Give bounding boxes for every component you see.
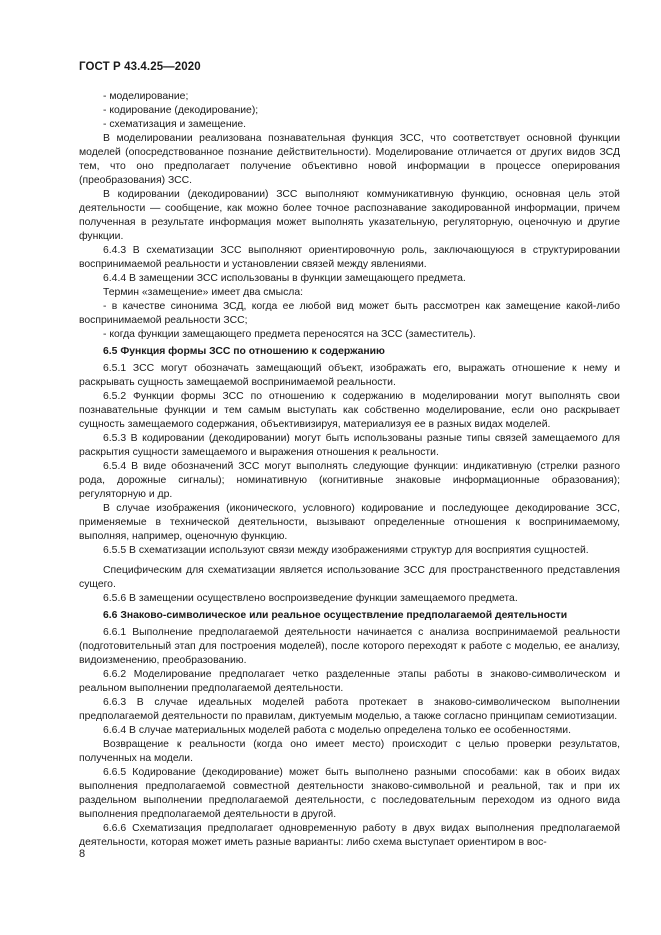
document-body [79, 90, 620, 850]
paragraph: 6.6.4 В случае материальных моделей работа с моделью определена только ее особенностями. [103, 725, 571, 736]
paragraph: В моделировании реализована познавательная функция ЗСС, что соответствует основной функции моделей (опосредствованное познание действительности). Моделирование отличается от других видов ЗСД тем, что оно предполагает получение объективно новой информации в процессе оперирования (преобразования) ЗСС. [79, 133, 620, 186]
paragraph: 6.5.6 В замещении осуществлено воспроизведение функции замещаемого предмета. [103, 593, 518, 604]
paragraph: Термин «замещение» имеет два смысла: [103, 287, 304, 298]
document-header: ГОСТ Р 43.4.25—2020 [79, 61, 201, 73]
paragraph: - в качестве синонима ЗСД, когда ее любой вид может быть рассмотрен как замещение какой-либо воспринимаемой реальности ЗСС; [79, 301, 620, 326]
section-heading: 6.6 Знаково-символическое или реальное осуществление предполагаемой деятельности [103, 610, 568, 621]
paragraph: - кодирование (декодирование); [103, 105, 259, 116]
paragraph: - моделирование; [103, 91, 189, 102]
paragraph: 6.6.6 Схематизация предполагает одновременную работу в двух видах выполнения предполагаемой деятельности, которая может иметь разные варианты: либо схема выступает ориентиром в вос- [79, 823, 620, 848]
paragraph: - схематизация и замещение. [103, 119, 247, 130]
paragraph: Возвращение к реальности (когда оно имеет место) происходит с целью проверки результатов, полученных на модели. [79, 739, 620, 764]
paragraph: 6.6.3 В случае идеальных моделей работа протекает в знаково-символическом выполнении предполагаемой деятельности по правилам, диктуемым моделью, а также согласно принципам семиотизации. [79, 697, 620, 722]
paragraph: 6.5.3 В кодировании (декодировании) могут быть использованы разные типы связей замещаемого для раскрытия сущности замещаемого и выражения отношения к реальности. [79, 433, 620, 458]
paragraph: 6.6.5 Кодирование (декодирование) может быть выполнено разными способами: как в обоих видах выполнения предполагаемой совместной деятельности знаково-символьной и реальной, так и при их раздельном выполнении предполагаемой деятельности, с последовательным переходом из одного вида выполнения предполагаемой деятельности в другой. [79, 767, 620, 820]
paragraph: 6.6.1 Выполнение предполагаемой деятельности начинается с анализа воспринимаемой реальности (подготовительный этап для построения моделей), после которого переходят к работе с моделью, ее анализу, видоизменению, преобразованию. [79, 627, 620, 666]
paragraph: 6.4.3 В схематизации ЗСС выполняют ориентировочную роль, заключающуюся в структурировании воспринимаемой реальности и установлении связей между явлениями. [79, 245, 620, 270]
paragraph: В случае изображения (иконического, условного) кодирование и последующее декодирование ЗСС, применяемые в технической деятельности, вызывают определенные отношения к воспринимаемому, выполняя, например, оценочную функцию. [79, 503, 620, 542]
paragraph: 6.5.4 В виде обозначений ЗСС могут выполнять следующие функции: индикативную (стрелки разного рода, дорожные сигналы); номинативную (когнитивные знаковые информационные образования); регуляторную и др. [79, 461, 620, 500]
paragraph: 6.5.2 Функции формы ЗСС по отношению к содержанию в моделировании могут выполнять свои познавательные функции и тем самым выступать как собственно моделирование, если оно раскрывает сущность замещаемого содержания, объективизируя, материализуя ее в разных видах моделей. [79, 391, 620, 430]
paragraph: 6.5.1 ЗСС могут обозначать замещающий объект, изображать его, выражать отношение к нему и раскрывать сущность замещаемой воспринимаемой реальности. [79, 363, 620, 388]
page-number: 8 [79, 848, 86, 860]
paragraph: 6.6.2 Моделирование предполагает четко разделенные этапы работы в знаково-символическом и реальном выполнении предполагаемой деятельности. [79, 669, 620, 694]
paragraph: 6.5.5 В схематизации используют связи между изображениями структур для восприятия сущностей. [103, 545, 589, 556]
section-heading: 6.5 Функция формы ЗСС по отношению к содержанию [103, 346, 385, 357]
paragraph: 6.4.4 В замещении ЗСС использованы в функции замещающего предмета. [103, 273, 466, 284]
paragraph: Специфическим для схематизации является использование ЗСС для пространственного представления сущего. [79, 565, 620, 590]
paragraph: В кодировании (декодировании) ЗСС выполняют коммуникативную функцию, основная цель этой деятельности — сообщение, как можно более точное распознавание закодированной информации, причем полученная в результате информация может выполнять указательную, регуляторную, оценочную и другие функции. [79, 189, 620, 242]
paragraph: - когда функции замещающего предмета переносятся на ЗСС (заместитель). [103, 329, 476, 340]
